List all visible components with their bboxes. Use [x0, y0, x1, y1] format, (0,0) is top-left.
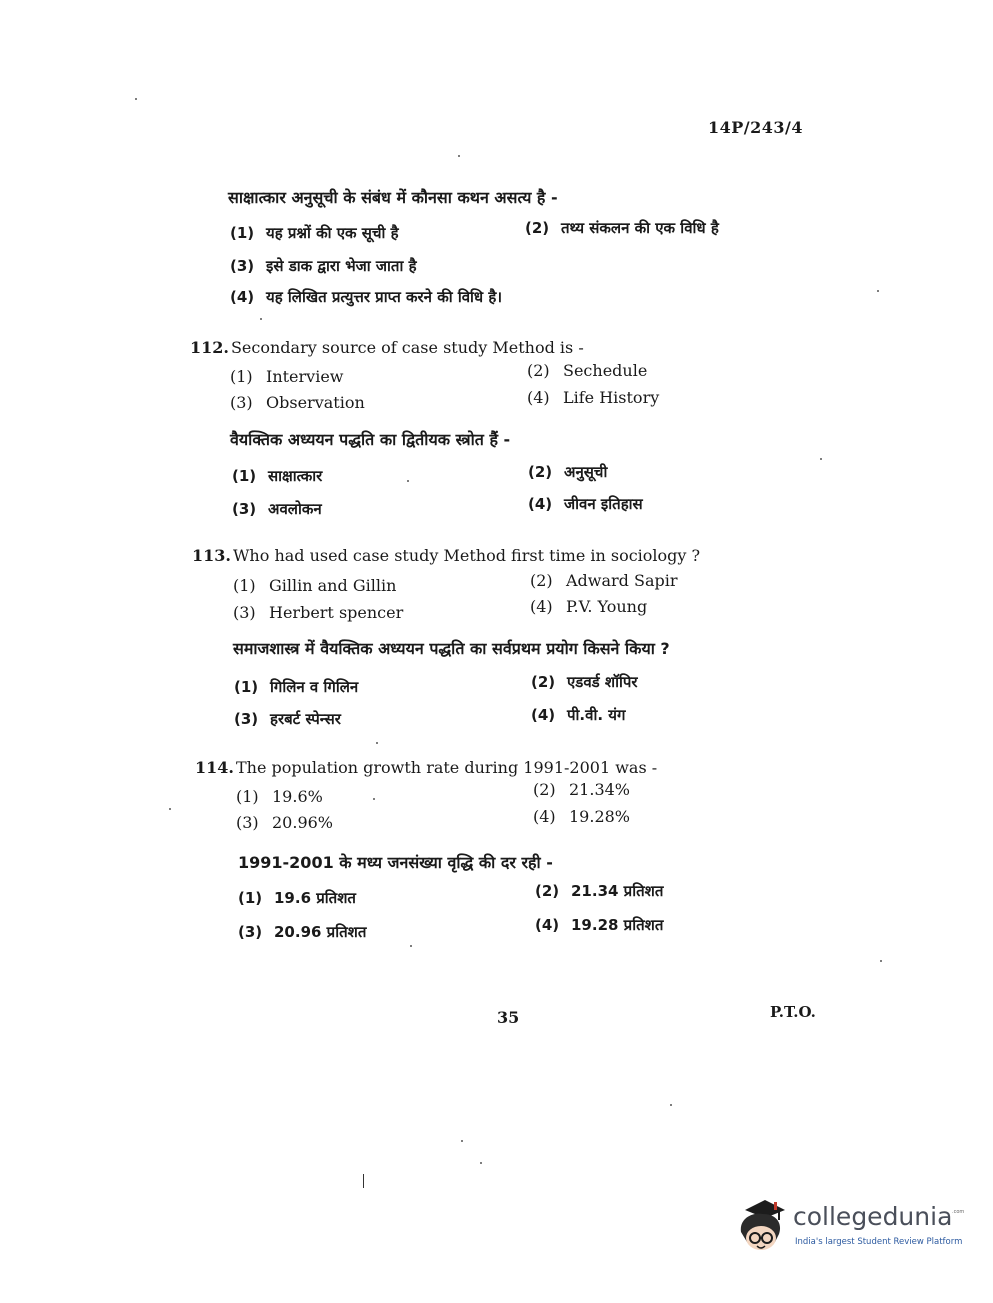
scan-speck: [410, 945, 412, 947]
q112-hindi-option-2: [528, 462, 607, 482]
q111-hindi-option-4: [230, 287, 502, 307]
scan-mark: [363, 1174, 364, 1188]
q114-hindi-option-3: [238, 922, 366, 942]
option-number: (3): [232, 500, 257, 518]
option-number: (1): [236, 787, 259, 806]
scan-speck: [480, 1162, 482, 1164]
q114-option-4: [533, 807, 630, 826]
q113-hindi-option-1: [234, 677, 358, 697]
option-number: (2): [528, 463, 553, 481]
q112-option-1: [230, 367, 344, 386]
option-text: 21.34%: [569, 780, 631, 799]
q111-hindi-option-3: [230, 256, 417, 276]
q114-option-1: [236, 787, 323, 806]
q112-hindi-option-3: [232, 499, 322, 519]
option-text: 19.6%: [272, 787, 323, 806]
q113-option-4: [530, 597, 647, 616]
option-number: (1): [230, 224, 255, 242]
q113-option-1: [233, 576, 396, 595]
q113-hindi-question: समाजशास्त्र में वैयक्तिक अध्ययन पद्धति का सर्वप्रथम प्रयोग किसने किया ?: [233, 639, 670, 658]
option-text: Observation: [266, 393, 365, 412]
option-number: (1): [238, 889, 263, 907]
q112-option-3: [230, 393, 365, 412]
q112-option-2: [527, 361, 647, 380]
option-text: इसे डाक द्वारा भेजा जाता है: [266, 257, 417, 275]
scan-speck: [407, 480, 409, 482]
option-text: 19.28%: [569, 807, 631, 826]
option-number: (4): [531, 706, 556, 724]
option-number: (4): [528, 495, 553, 513]
option-number: (1): [234, 678, 259, 696]
question-number: 112.: [190, 338, 229, 357]
scan-speck: [458, 155, 460, 157]
option-number: (3): [238, 923, 263, 941]
q113-option-3: [233, 603, 403, 622]
question-number: 113.: [192, 546, 231, 565]
option-text: तथ्य संकलन की एक विधि है: [561, 219, 719, 237]
q112-option-4: [527, 388, 659, 407]
option-text: Sechedule: [563, 361, 648, 380]
q111-hindi-option-1: [230, 223, 399, 243]
option-text: एडवर्ड शॉपिर: [567, 673, 638, 691]
option-number: (4): [230, 288, 255, 306]
option-text: अनुसूची: [564, 463, 608, 481]
option-text: साक्षात्कार: [268, 467, 323, 485]
question-text: Secondary source of case study Method is -: [230, 338, 584, 357]
scan-speck: [461, 1140, 463, 1142]
scan-speck: [169, 808, 171, 810]
option-number: (2): [527, 361, 550, 380]
brand-domain: .com: [952, 1209, 965, 1215]
option-number: (3): [230, 257, 255, 275]
q114-hindi-question: 1991-2001 के मध्य जनसंख्या वृद्धि की दर रही -: [238, 853, 553, 872]
option-text: P.V. Young: [566, 597, 648, 616]
option-text: पी.वी. यंग: [567, 706, 626, 724]
option-text: Gillin and Gillin: [269, 576, 397, 595]
q112-hindi-option-4: [528, 494, 643, 514]
option-number: (2): [535, 882, 560, 900]
brand-name: collegedunia: [793, 1202, 953, 1231]
mascot-icon: [735, 1196, 791, 1258]
option-number: (2): [530, 571, 553, 590]
q111-hindi-question: साक्षात्कार अनुसूची के संबंध में कौनसा कथन असत्य है -: [228, 188, 558, 207]
scan-speck: [877, 290, 879, 292]
scan-speck: [820, 458, 822, 460]
question-text: The population growth rate during 1991-2001 was -: [235, 758, 658, 777]
option-number: (2): [531, 673, 556, 691]
scan-speck: [373, 798, 375, 800]
option-number: (3): [230, 393, 253, 412]
option-text: अवलोकन: [268, 500, 322, 518]
page-number: 35: [497, 1008, 520, 1027]
q113-hindi-option-4: [531, 705, 625, 725]
q114-question: [195, 758, 657, 777]
scan-speck: [670, 1104, 672, 1106]
option-number: (3): [234, 710, 259, 728]
option-number: (4): [530, 597, 553, 616]
option-text: 19.6 प्रतिशत: [274, 889, 356, 907]
q114-hindi-option-4: [535, 915, 663, 935]
q111-hindi-option-2: [525, 218, 719, 238]
q113-hindi-option-3: [234, 709, 341, 729]
option-text: Herbert spencer: [269, 603, 404, 622]
option-text: Interview: [266, 367, 344, 386]
question-number: 114.: [195, 758, 234, 777]
q114-option-2: [533, 780, 630, 799]
scan-speck: [880, 960, 882, 962]
option-text: Life History: [563, 388, 660, 407]
scan-speck: [260, 318, 262, 320]
option-text: 21.34 प्रतिशत: [571, 882, 664, 900]
q112-hindi-option-1: [232, 466, 322, 486]
option-text: Adward Sapir: [566, 571, 678, 590]
brand-tagline: India's largest Student Review Platform: [795, 1237, 963, 1247]
q114-hindi-option-1: [238, 888, 356, 908]
option-number: (1): [233, 576, 256, 595]
option-number: (4): [527, 388, 550, 407]
scan-speck: [135, 98, 137, 100]
q112-question: [190, 338, 584, 357]
q112-hindi-question: वैयक्तिक अध्ययन पद्धति का द्वितीयक स्त्रोत हैं -: [230, 430, 511, 449]
option-text: यह लिखित प्रत्युत्तर प्राप्त करने की विधि है।: [266, 288, 503, 306]
scan-speck: [376, 742, 378, 744]
question-text: Who had used case study Method first time in sociology ?: [232, 546, 701, 565]
option-number: (3): [236, 813, 259, 832]
option-number: (3): [233, 603, 256, 622]
option-text: यह प्रश्नों की एक सूची है: [266, 224, 399, 242]
q114-option-3: [236, 813, 333, 832]
option-text: 20.96 प्रतिशत: [274, 923, 367, 941]
q114-hindi-option-2: [535, 881, 663, 901]
option-text: हरबर्ट स्पेन्सर: [270, 710, 341, 728]
option-number: (1): [232, 467, 257, 485]
option-text: गिलिन व गिलिन: [270, 678, 359, 696]
option-number: (1): [230, 367, 253, 386]
paper-code: 14P/243/4: [708, 118, 804, 137]
option-number: (4): [533, 807, 556, 826]
option-number: (2): [533, 780, 556, 799]
q113-question: [192, 546, 700, 565]
option-text: 19.28 प्रतिशत: [571, 916, 664, 934]
option-number: (2): [525, 219, 550, 237]
option-text: 20.96%: [272, 813, 334, 832]
option-number: (4): [535, 916, 560, 934]
collegedunia-logo: [735, 1196, 965, 1258]
q113-hindi-option-2: [531, 672, 638, 692]
pto-label: P.T.O.: [770, 1003, 816, 1021]
q113-option-2: [530, 571, 678, 590]
option-text: जीवन इतिहास: [564, 495, 643, 513]
